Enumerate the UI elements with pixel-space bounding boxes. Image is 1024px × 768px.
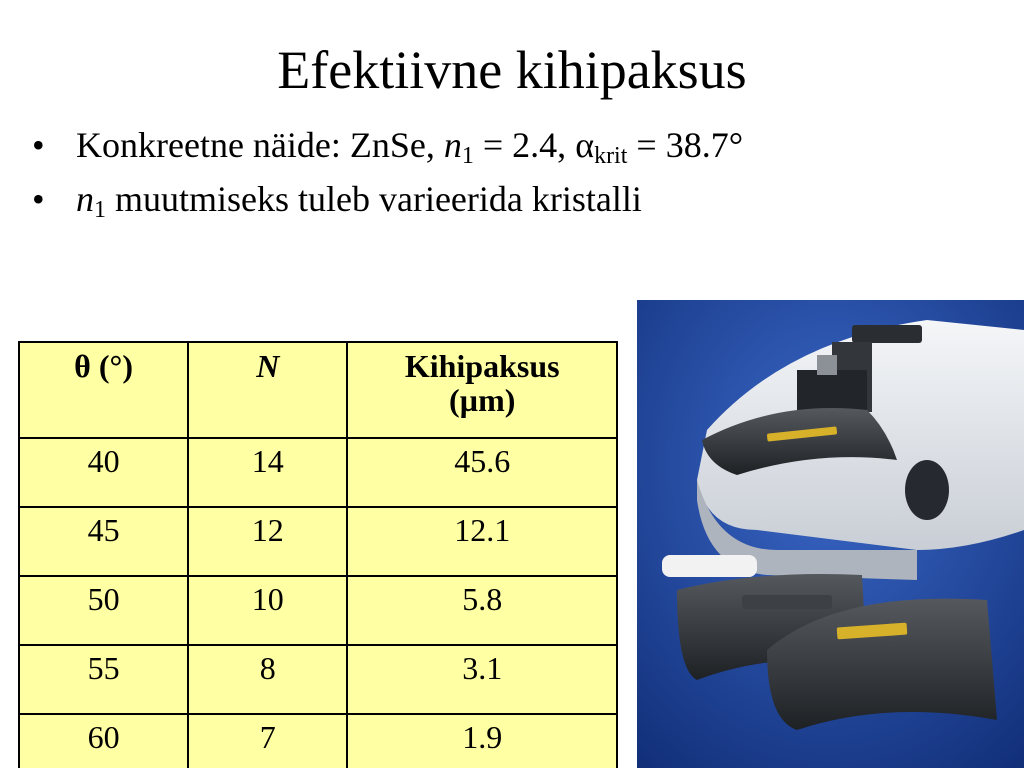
table-row [19,714,617,768]
refractive-index-value: = 2.4, [473,125,576,165]
cell-angle: 60 [19,714,188,768]
critical-angle-value: = 38.7° [627,125,744,165]
bullet-list [28,118,743,226]
bullet-item-variation [28,172,743,226]
header-thickness [347,342,617,438]
slide-title: Efektiivne kihipaksus [277,40,747,100]
alpha-symbol: α [575,125,595,165]
bullet-dot: • [32,179,45,219]
alpha-subscript: krit [594,143,628,169]
refractive-index-subscript: 1 [461,143,474,169]
refractive-index-symbol: n [76,179,94,219]
refractive-index-subscript: 1 [94,197,106,223]
cell-angle: 55 [19,645,188,714]
cell-reflections: 8 [188,645,347,714]
cell-thickness: 3.1 [347,645,617,714]
table-row [19,576,617,645]
header-reflections-label: N [256,348,280,384]
cell-angle: 50 [19,576,188,645]
atr-accessory-photo [637,300,1024,768]
table-row [19,507,617,576]
cell-thickness: 45.6 [347,438,617,507]
thickness-table [18,341,618,768]
table-header-row [19,342,617,438]
cell-angle: 40 [19,438,188,507]
cell-reflections: 7 [188,714,347,768]
cell-reflections: 10 [188,576,347,645]
cell-thickness: 5.8 [347,576,617,645]
refractive-index-symbol: n [443,125,462,165]
table-row [19,645,617,714]
bullet-item-example [28,118,743,172]
atr-accessory-illustration [637,300,1024,768]
cell-angle: 45 [19,507,188,576]
cell-thickness: 12.1 [347,507,617,576]
cell-reflections: 14 [188,438,347,507]
header-thickness-label: Kihipaksus [404,348,560,384]
header-angle: θ (°) [19,342,188,438]
variation-text: muutmiseks tuleb varieerida kristalli [106,179,642,219]
header-thickness-unit: (µm) [449,382,516,418]
cell-thickness: 1.9 [347,714,617,768]
example-text: Konkreetne näide: ZnSe, [76,125,444,165]
table-row [19,438,617,507]
header-reflections [188,342,347,438]
bullet-dot: • [32,125,45,165]
cell-reflections: 12 [188,507,347,576]
